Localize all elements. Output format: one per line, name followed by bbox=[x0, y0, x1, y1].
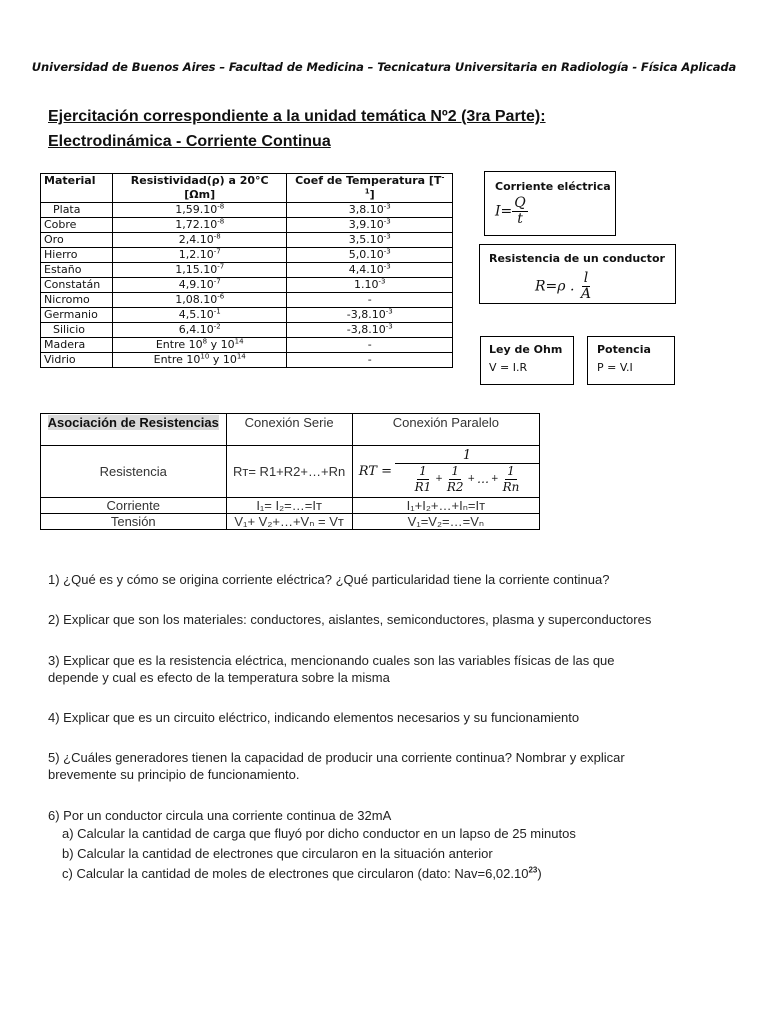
material-row bbox=[41, 233, 453, 248]
header-material: Material bbox=[41, 174, 113, 203]
question-1: 1) ¿Qué es y cómo se origina corriente eléctrica? ¿Qué particularidad tiene la corriente continua? bbox=[48, 572, 610, 587]
assoc-tension-paralelo: V₁=V₂=…=Vₙ bbox=[352, 514, 539, 530]
assoc-corriente-serie: I₁= I₂=…=Iт bbox=[226, 498, 352, 514]
material-resistivity: $1,08.10^{-6}$ bbox=[112, 293, 287, 308]
title-line-2: Electrodinámica - Corriente Continua bbox=[48, 133, 331, 150]
material-name: Madera bbox=[41, 338, 113, 353]
material-row bbox=[41, 218, 453, 233]
assoc-paralelo-header: Conexión Paralelo bbox=[352, 414, 539, 446]
material-row bbox=[41, 263, 453, 278]
assoc-resistencia-serie: Rт= R1+R2+…+Rn bbox=[226, 446, 352, 498]
material-resistivity: Entre $10^{10}$ y $10^{14}$ bbox=[112, 353, 287, 368]
material-name: Estaño bbox=[41, 263, 113, 278]
material-resistivity: $2,4.10^{-8}$ bbox=[112, 233, 287, 248]
material-name: Vidrio bbox=[41, 353, 113, 368]
header-resistivity: Resistividad(ρ) a 20°C [Ωm] bbox=[112, 174, 287, 203]
material-name: Hierro bbox=[41, 248, 113, 263]
question-2: 2) Explicar que son los materiales: conductores, aislantes, semiconductores, plasma y superconductores bbox=[48, 612, 652, 627]
question-6c: c) Calcular la cantidad de moles de electrones que circularon (dato: $Nav=6,02.10^{23}$) bbox=[62, 865, 542, 881]
document-header: Universidad de Buenos Aires – Facultad de Medicina – Tecnicatura Universitaria en Radiología - Física Aplicada bbox=[31, 60, 737, 74]
material-coef: - bbox=[287, 353, 453, 368]
material-resistivity: $1,15.10^{-7}$ bbox=[112, 263, 287, 278]
material-resistivity: Entre $10^8$ y $10^{14}$ bbox=[112, 338, 287, 353]
question-6-stem: 6) Por un conductor circula una corriente continua de 32mA bbox=[48, 808, 392, 823]
question-3: 3) Explicar que es la resistencia eléctrica, mencionando cuales son las variables físicas de las que depende y cual es efecto de la temperatura sobre la misma bbox=[48, 653, 615, 685]
material-name: Constatán bbox=[41, 278, 113, 293]
material-coef: $3,9.10^{-3}$ bbox=[287, 218, 453, 233]
corriente-title: Corriente eléctrica bbox=[495, 180, 611, 193]
material-coef: $5,0.10^{-3}$ bbox=[287, 248, 453, 263]
corriente-formula-box bbox=[484, 171, 616, 236]
assoc-resistencia-label: Resistencia bbox=[41, 446, 227, 498]
material-resistivity: $4,5.10^{-1}$ bbox=[112, 308, 287, 323]
assoc-header-cell: Asociación de Resistencias bbox=[41, 414, 227, 446]
material-coef: - bbox=[287, 293, 453, 308]
assoc-resistencia-paralelo: RT = 1 $\frac{1}{R1}$ + $\frac{1}{R2}$ + … + $\frac{1}{Rn}$ bbox=[352, 446, 539, 498]
material-row bbox=[41, 203, 453, 218]
assoc-tension-label: Tensión bbox=[41, 514, 227, 530]
material-name: Oro bbox=[41, 233, 113, 248]
material-name: Germanio bbox=[41, 308, 113, 323]
material-resistivity: $1,2.10^{-7}$ bbox=[112, 248, 287, 263]
material-row bbox=[41, 293, 453, 308]
material-row bbox=[41, 278, 453, 293]
ohm-law-box bbox=[480, 336, 574, 385]
corriente-formula: I= $\frac{Q}{t}$ bbox=[495, 195, 526, 227]
ohm-title: Ley de Ohm bbox=[489, 343, 563, 356]
question-6 bbox=[48, 807, 576, 884]
material-name: Nicromo bbox=[41, 293, 113, 308]
question-5: 5) ¿Cuáles generadores tienen la capacidad de producir una corriente continua? Nombrar y explicar brevemente su principio de funcionamiento. bbox=[48, 750, 625, 782]
question-4: 4) Explicar que es un circuito eléctrico, indicando elementos necesarios y su funcionamiento bbox=[48, 710, 580, 725]
material-row bbox=[41, 248, 453, 263]
materials-header-row bbox=[41, 174, 453, 203]
material-coef: $-3,8.10^{-3}$ bbox=[287, 308, 453, 323]
material-coef: $4,4.10^{-3}$ bbox=[287, 263, 453, 278]
materials-table bbox=[40, 173, 453, 368]
material-coef: $3,8.10^{-3}$ bbox=[287, 203, 453, 218]
assoc-tension-serie: V₁+ V₂+…+Vₙ = Vт bbox=[226, 514, 352, 530]
header-coef: Coef de Temperatura $[T^{-1}]$ bbox=[287, 174, 453, 203]
potencia-title: Potencia bbox=[597, 343, 651, 356]
assoc-header-row bbox=[41, 414, 540, 446]
potencia-formula: P = V.I bbox=[597, 361, 633, 374]
material-coef: $1.10^{-3}$ bbox=[287, 278, 453, 293]
material-row bbox=[41, 323, 453, 338]
material-row bbox=[41, 338, 453, 353]
question-6a: a) Calcular la cantidad de carga que fluyó por dicho conductor en un lapso de 25 minutos bbox=[62, 826, 576, 841]
assoc-corriente-paralelo: I₁+I₂+…+Iₙ=Iт bbox=[352, 498, 539, 514]
question-6b: b) Calcular la cantidad de electrones que circularon en la situación anterior bbox=[62, 846, 493, 861]
material-row bbox=[41, 353, 453, 368]
material-resistivity: $4,9.10^{-7}$ bbox=[112, 278, 287, 293]
material-coef: $-3,8.10^{-3}$ bbox=[287, 323, 453, 338]
parallel-lhs: RT bbox=[358, 464, 377, 479]
ohm-formula: V = I.R bbox=[489, 361, 528, 374]
assoc-serie-header: Conexión Serie bbox=[226, 414, 352, 446]
potencia-box bbox=[587, 336, 675, 385]
material-resistivity: $1,59.10^{-8}$ bbox=[112, 203, 287, 218]
association-table bbox=[40, 413, 540, 530]
assoc-row-resistencia bbox=[41, 446, 540, 498]
material-coef: - bbox=[287, 338, 453, 353]
assoc-corriente-label: Corriente bbox=[41, 498, 227, 514]
material-name: Plata bbox=[41, 203, 113, 218]
material-row bbox=[41, 308, 453, 323]
material-name: Cobre bbox=[41, 218, 113, 233]
assoc-row-corriente bbox=[41, 498, 540, 514]
title-line-1: Ejercitación correspondiente a la unidad temática Nº2 (3ra Parte): bbox=[48, 108, 546, 125]
material-resistivity: $6,4.10^{-2}$ bbox=[112, 323, 287, 338]
material-resistivity: $1,72.10^{-8}$ bbox=[112, 218, 287, 233]
material-coef: $3,5.10^{-3}$ bbox=[287, 233, 453, 248]
resistencia-title: Resistencia de un conductor bbox=[489, 252, 665, 265]
resistencia-formula: R=ρ . $\frac{l}{A}$ bbox=[535, 270, 591, 302]
resistencia-formula-box bbox=[479, 244, 676, 304]
assoc-row-tension bbox=[41, 514, 540, 530]
material-name: Silicio bbox=[41, 323, 113, 338]
